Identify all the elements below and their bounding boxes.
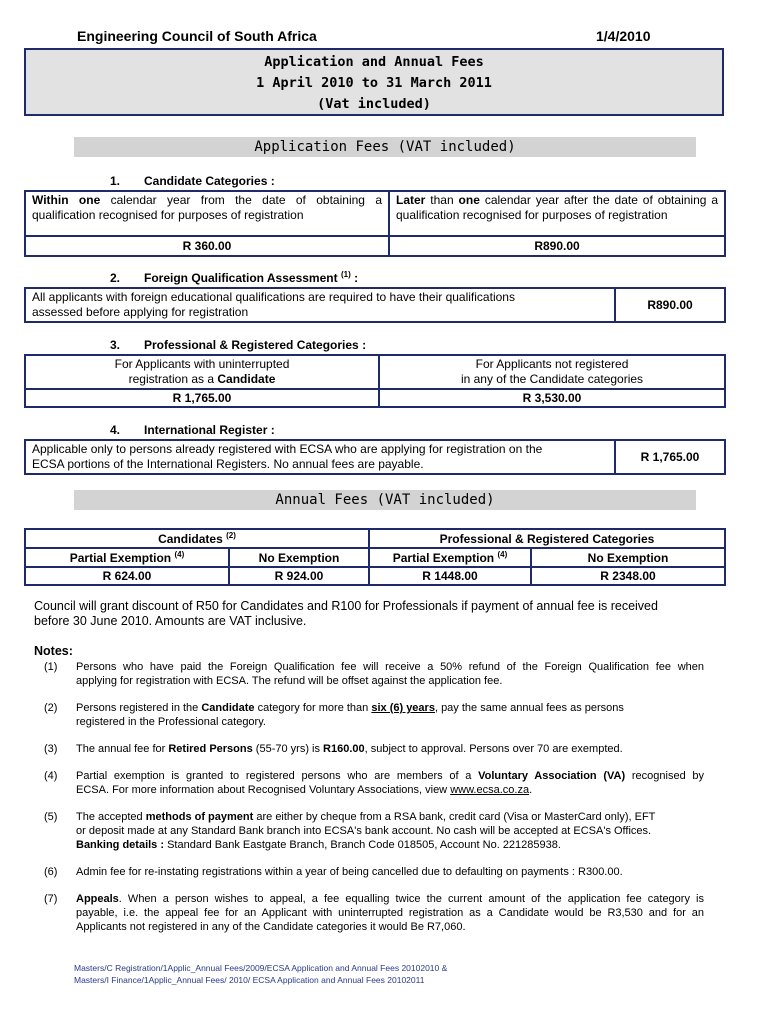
international-register-text: Applicable only to persons already registered with ECSA who are applying for registration on the ECSA portions of the International Registers. No annual fees are payable. bbox=[25, 440, 615, 474]
note-2: (2) Persons registered in the Candidate category for more than six (6) years, pay the same annual fees as persons registered in the Professional category. bbox=[44, 702, 624, 728]
ecsa-website-link[interactable]: www.ecsa.co.za bbox=[450, 784, 530, 796]
within-one-year-cell: Within one calendar year from the date of obtaining a qualification recognised for purposes of registration bbox=[25, 191, 389, 236]
candidates-partial-fee: R 624.00 bbox=[25, 567, 229, 585]
application-fees-heading: Application Fees (VAT included) bbox=[74, 137, 696, 157]
note-3: (3) The annual fee for Retired Persons (55-70 yrs) is R160.00, subject to approval. Persons over 70 are exempted. bbox=[44, 743, 623, 755]
section-1-heading: 1. Candidate Categories : bbox=[110, 174, 275, 188]
candidates-no-exemption-fee: R 924.00 bbox=[229, 567, 369, 585]
candidate-fee-within: R 360.00 bbox=[25, 236, 389, 256]
later-than-one-year-cell: Later than one calendar year after the date of obtaining a qualification recognised for purposes of registration bbox=[389, 191, 725, 236]
foreign-qualification-text: All applicants with foreign educational qualifications are required to have their qualifications assessed before applying for registration bbox=[25, 288, 615, 322]
note-4: (4) Partial exemption is granted to registered persons who are members of a Voluntary Association (VA) recognised by ECSA. For more information about Recognised Voluntary Associations, view www.ecsa.co.za. bbox=[44, 770, 705, 796]
section-4-heading: 4. International Register : bbox=[110, 423, 275, 437]
title-line-3: (Vat included) bbox=[317, 96, 431, 112]
note-5: (5) The accepted methods of payment are either by cheque from a RSA bank, credit card (Visa or MasterCard only), EFT or deposit made at any Standard Bank branch into ECSA's bank account. No cash will be accepted at ECSA's Offices. Banking details : Standard Bank Eastgate Branch, Branch Code 018505, Account No. 221285938. bbox=[44, 811, 656, 851]
document-title-box bbox=[24, 48, 724, 116]
notes-label: Notes: bbox=[34, 644, 73, 658]
organization-name: Engineering Council of South Africa bbox=[77, 28, 317, 44]
professional-partial-fee: R 1448.00 bbox=[369, 567, 531, 585]
foreign-qualification-fee: R890.00 bbox=[615, 288, 725, 322]
professional-fee-not-registered: R 3,530.00 bbox=[379, 389, 725, 407]
uninterrupted-registration-cell: For Applicants with uninterrupted registration as a Candidate bbox=[25, 355, 379, 389]
professional-header: Professional & Registered Categories bbox=[369, 529, 725, 548]
file-path-footer: Masters/C Registration/1Applic_Annual Fees/2009/ECSA Application and Annual Fees 20102010 & Masters/I Finance/1Applic_Annual Fees/ 2010/ ECSA Application and Annual Fees 20102011 bbox=[74, 963, 448, 985]
international-register-table bbox=[24, 439, 726, 475]
professional-categories-table bbox=[24, 354, 726, 408]
professional-fee-uninterrupted: R 1,765.00 bbox=[25, 389, 379, 407]
professional-partial-header: Partial Exemption $^{(4)}$ bbox=[369, 548, 531, 567]
document-date: 1/4/2010 bbox=[596, 28, 651, 44]
note-1: (1) Persons who have paid the Foreign Qualification fee will receive a 50% refund of the Foreign Qualification fee when applying for registration with ECSA. The refund will be offset against the application fee. bbox=[44, 661, 704, 687]
candidate-fee-later: R890.00 bbox=[389, 236, 725, 256]
candidates-header: Candidates $^{(2)}$ bbox=[25, 529, 369, 548]
section-2-heading: 2. Foreign Qualification Assessment $^{(1)}$ : bbox=[110, 270, 359, 285]
international-register-fee: R 1,765.00 bbox=[615, 440, 725, 474]
note-7: (7) Appeals. When a person wishes to appeal, a fee equalling twice the current amount of the application fee category is payable, i.e. the appeal fee for an Applicant with uninterrupted registration as a Candidate would be R3,530 and for an Applicants not registered in any of the Candidate categories it would Be R7,060. bbox=[44, 893, 704, 933]
foreign-qualification-table bbox=[24, 287, 726, 323]
title-line-2: 1 April 2010 to 31 March 2011 bbox=[256, 75, 492, 91]
note-6: (6) Admin fee for re-instating registrations within a year of being cancelled due to defaulting on payments : R300.00. bbox=[44, 866, 623, 878]
candidates-partial-header: Partial Exemption $^{(4)}$ bbox=[25, 548, 229, 567]
section-3-heading: 3. Professional & Registered Categories : bbox=[110, 338, 367, 352]
annual-fees-table bbox=[24, 528, 726, 586]
professional-no-exemption-header: No Exemption bbox=[531, 548, 725, 567]
discount-paragraph: Council will grant discount of R50 for Candidates and R100 for Professionals if payment of annual fee is received before 30 June 2010. Amounts are VAT inclusive. bbox=[34, 599, 658, 628]
title-line-1: Application and Annual Fees bbox=[264, 54, 484, 70]
annual-fees-heading: Annual Fees (VAT included) bbox=[74, 490, 696, 510]
candidates-no-exemption-header: No Exemption bbox=[229, 548, 369, 567]
candidate-categories-table bbox=[24, 190, 726, 257]
not-registered-cell: For Applicants not registered in any of the Candidate categories bbox=[379, 355, 725, 389]
professional-no-exemption-fee: R 2348.00 bbox=[531, 567, 725, 585]
